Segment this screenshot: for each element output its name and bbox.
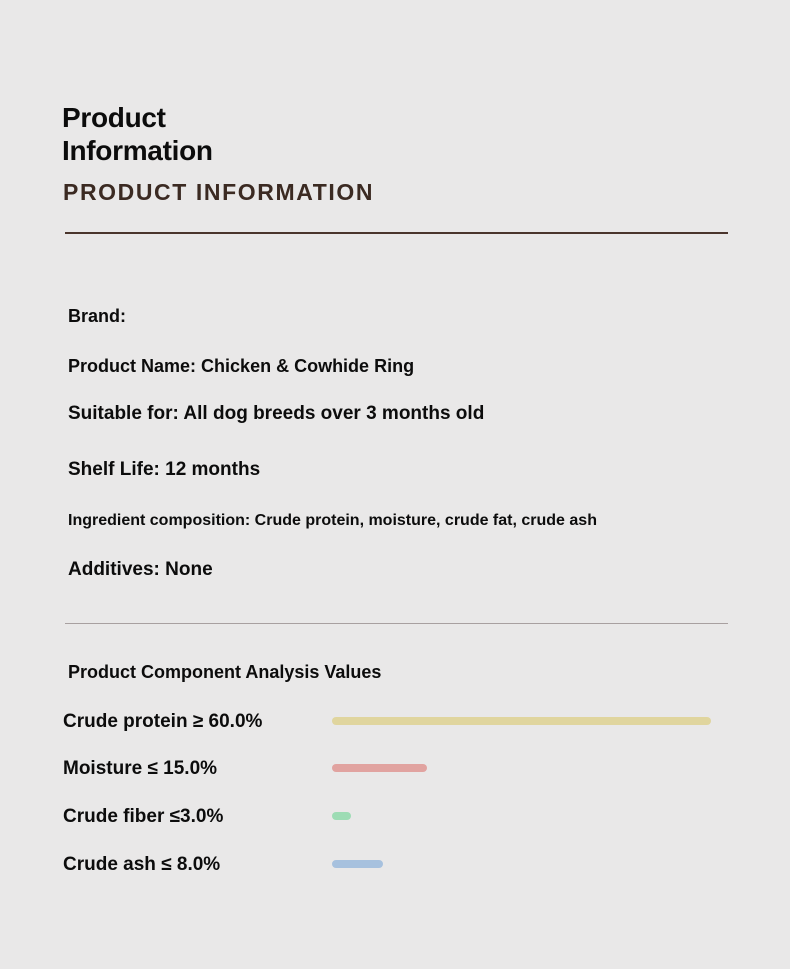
header-divider: [65, 232, 728, 234]
info-shelf-life-value: 12 months: [165, 459, 261, 480]
page-subtitle: PRODUCT INFORMATION: [63, 179, 375, 205]
component-bar-crude-protein: [332, 717, 711, 725]
component-label: Crude protein ≥ 60.0%: [63, 711, 263, 732]
info-additives-label: Additives:: [68, 559, 160, 580]
info-ingredients-value: Crude protein, moisture, crude fat, crude ash: [254, 512, 597, 529]
info-ingredients-label: Ingredient composition:: [68, 512, 251, 529]
component-bar-moisture: [332, 764, 427, 772]
component-row-crude-fiber: [0, 804, 790, 834]
component-bar-track: [332, 812, 711, 820]
component-bar-crude-fiber: [332, 812, 351, 820]
info-brand: [68, 304, 126, 328]
info-product-name-value: Chicken & Cowhide Ring: [201, 356, 415, 376]
analysis-title: Product Component Analysis Values: [68, 662, 382, 682]
info-suitable-for-label: Suitable for:: [68, 403, 179, 424]
component-row-crude-ash: [0, 852, 790, 882]
page-title-line-1: Product: [62, 102, 166, 133]
section-divider: [65, 623, 728, 624]
info-ingredients: [68, 509, 597, 533]
component-row-crude-protein: [0, 709, 790, 739]
info-product-name-label: Product Name:: [68, 356, 197, 376]
component-bar-crude-ash: [332, 860, 383, 868]
info-brand-label: Brand:: [68, 306, 126, 326]
info-additives: [68, 558, 213, 582]
page-title-line-2: Information: [62, 135, 213, 166]
component-label: Crude ash ≤ 8.0%: [63, 854, 221, 875]
info-product-name: [68, 354, 414, 378]
component-label: Moisture ≤ 15.0%: [63, 758, 218, 779]
component-bar-track: [332, 764, 711, 772]
info-suitable-for-value: All dog breeds over 3 months old: [183, 403, 485, 424]
info-suitable-for: [68, 402, 484, 426]
info-additives-value: None: [165, 559, 213, 580]
component-row-moisture: [0, 756, 790, 786]
component-bar-track: [332, 860, 711, 868]
component-bar-track: [332, 717, 711, 725]
component-label: Crude fiber ≤3.0%: [63, 806, 224, 827]
info-shelf-life-label: Shelf Life:: [68, 459, 160, 480]
page-title: [62, 101, 213, 167]
info-shelf-life: [68, 458, 260, 482]
